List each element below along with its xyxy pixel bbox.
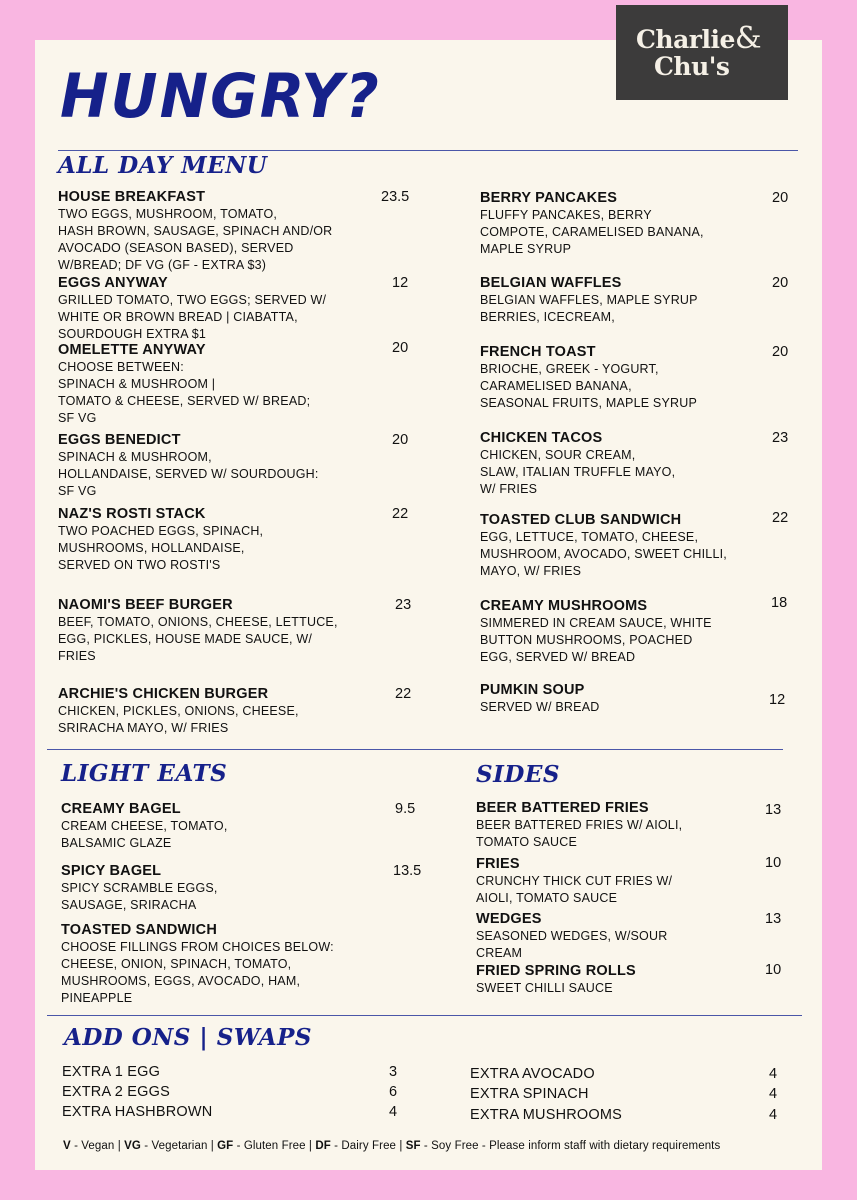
divider bbox=[47, 749, 783, 750]
menu-item-price: 9.5 bbox=[395, 801, 416, 817]
brand-logo: Charlie& Chu's bbox=[616, 5, 788, 100]
menu-item-description: W/BREAD; DF VG (GF - EXTRA $3) bbox=[58, 258, 267, 272]
menu-item-description: BELGIAN WAFFLES, MAPLE SYRUP bbox=[480, 293, 698, 307]
menu-item-name: NAZ'S ROSTI STACK bbox=[58, 506, 206, 522]
menu-item bbox=[476, 911, 667, 962]
menu-item-description: MAPLE SYRUP bbox=[480, 242, 572, 256]
menu-item-price: 20 bbox=[772, 275, 789, 291]
legend-code: VG bbox=[124, 1140, 141, 1152]
menu-item bbox=[61, 801, 228, 852]
menu-item-price: 13 bbox=[765, 911, 782, 927]
menu-item-description: SLAW, ITALIAN TRUFFLE MAYO, bbox=[480, 465, 676, 479]
menu-item-description: AIOLI, TOMATO SAUCE bbox=[476, 891, 618, 905]
menu-item-name: CREAMY BAGEL bbox=[61, 801, 181, 817]
menu-item-description: TOMATO & CHEESE, SERVED W/ BREAD; bbox=[58, 394, 311, 408]
menu-item-description: CARAMELISED BANANA, bbox=[480, 379, 632, 393]
addon-item-name: EXTRA MUSHROOMS bbox=[470, 1107, 623, 1123]
menu-item bbox=[480, 682, 599, 716]
menu-item-price: 22 bbox=[392, 506, 409, 522]
section-title-addons: ADD ONS | SWAPS bbox=[64, 1024, 313, 1051]
menu-item bbox=[480, 430, 675, 498]
legend-code: SF bbox=[405, 1140, 421, 1152]
menu-item-price: 22 bbox=[395, 686, 412, 702]
menu-item-name: SPICY BAGEL bbox=[61, 863, 162, 879]
addon-item-name: EXTRA SPINACH bbox=[470, 1086, 589, 1102]
section-title-light-eats: LIGHT EATS bbox=[61, 760, 228, 787]
legend-code: V bbox=[63, 1140, 71, 1152]
menu-item-description: BUTTON MUSHROOMS, POACHED bbox=[480, 633, 693, 647]
menu-item-description: SF VG bbox=[58, 411, 97, 425]
menu-item-description: CHICKEN, SOUR CREAM, bbox=[480, 448, 636, 462]
menu-item-price: 13.5 bbox=[393, 863, 422, 879]
menu-item bbox=[480, 598, 712, 666]
menu-item-description: MUSHROOMS, HOLLANDAISE, bbox=[58, 541, 245, 555]
menu-item bbox=[58, 506, 263, 574]
menu-item-description: BEEF, TOMATO, ONIONS, CHEESE, LETTUCE, bbox=[58, 615, 338, 629]
menu-item-name: TOASTED SANDWICH bbox=[61, 922, 217, 938]
menu-item-description: SEASONED WEDGES, W/SOUR bbox=[476, 929, 668, 943]
menu-item-name: NAOMI'S BEEF BURGER bbox=[58, 597, 233, 613]
menu-item-price: 20 bbox=[772, 344, 789, 360]
menu-item-name: FRIES bbox=[476, 856, 520, 872]
dietary-legend bbox=[63, 1140, 720, 1152]
menu-item-description: CHEESE, ONION, SPINACH, TOMATO, bbox=[61, 957, 292, 971]
menu-item-description: BERRIES, ICECREAM, bbox=[480, 310, 615, 324]
menu-item-name: TOASTED CLUB SANDWICH bbox=[480, 512, 682, 528]
menu-item-name: BERRY PANCAKES bbox=[480, 190, 618, 206]
menu-item-description: EGG, SERVED W/ BREAD bbox=[480, 650, 636, 664]
menu-item-description: EGG, LETTUCE, TOMATO, CHEESE, bbox=[480, 530, 699, 544]
menu-item-description: EGG, PICKLES, HOUSE MADE SAUCE, W/ bbox=[58, 632, 313, 646]
menu-item-description: BEER BATTERED FRIES W/ AIOLI, bbox=[476, 818, 683, 832]
menu-item bbox=[58, 275, 326, 343]
menu-item bbox=[480, 190, 704, 258]
menu-item-name: FRIED SPRING ROLLS bbox=[476, 963, 636, 979]
menu-item-name: HOUSE BREAKFAST bbox=[58, 189, 206, 205]
menu-item-description: MAYO, W/ FRIES bbox=[480, 564, 582, 578]
menu-item bbox=[58, 342, 310, 427]
addon-item-price: 4 bbox=[769, 1107, 778, 1123]
menu-item-description: CHICKEN, PICKLES, ONIONS, CHEESE, bbox=[58, 704, 299, 718]
menu-item-name: WEDGES bbox=[476, 911, 542, 927]
menu-item-description: MUSHROOMS, EGGS, AVOCADO, HAM, bbox=[61, 974, 301, 988]
menu-item-name: OMELETTE ANYWAY bbox=[58, 342, 206, 358]
addon-item-name: EXTRA 2 EGGS bbox=[62, 1084, 170, 1100]
legend-code: DF bbox=[315, 1140, 331, 1152]
menu-item-description: CHOOSE BETWEEN: bbox=[58, 360, 184, 374]
menu-item-description: PINEAPPLE bbox=[61, 991, 133, 1005]
menu-item-name: EGGS BENEDICT bbox=[58, 432, 181, 448]
addon-item-price: 6 bbox=[389, 1084, 398, 1100]
menu-item-description: SPINACH & MUSHROOM | bbox=[58, 377, 216, 391]
addon-item-name: EXTRA AVOCADO bbox=[470, 1066, 595, 1082]
menu-item-price: 10 bbox=[765, 855, 782, 871]
menu-item-name: BEER BATTERED FRIES bbox=[476, 800, 649, 816]
menu-item-name: ARCHIE'S CHICKEN BURGER bbox=[58, 686, 269, 702]
addon-item-price: 4 bbox=[769, 1066, 778, 1082]
divider bbox=[47, 1015, 802, 1016]
menu-item-description: CHOOSE FILLINGS FROM CHOICES BELOW: bbox=[61, 940, 334, 954]
section-title-all-day: ALL DAY MENU bbox=[58, 152, 268, 179]
menu-item-description: SERVED ON TWO ROSTI'S bbox=[58, 558, 221, 572]
addon-item-name: EXTRA HASHBROWN bbox=[62, 1104, 213, 1120]
menu-item-description: SIMMERED IN CREAM SAUCE, WHITE bbox=[480, 616, 712, 630]
menu-item bbox=[476, 800, 682, 851]
legend-text: - Soy Free - Please inform staff with dietary requirements bbox=[420, 1140, 721, 1152]
menu-item-price: 20 bbox=[392, 340, 409, 356]
menu-item bbox=[480, 275, 698, 326]
menu-item-price: 12 bbox=[392, 275, 409, 291]
menu-item-description: BRIOCHE, GREEK - YOGURT, bbox=[480, 362, 659, 376]
menu-item bbox=[58, 597, 338, 665]
addon-item-price: 4 bbox=[769, 1086, 778, 1102]
menu-item-price: 12 bbox=[769, 692, 786, 708]
divider bbox=[58, 150, 798, 151]
menu-item-description: W/ FRIES bbox=[480, 482, 538, 496]
menu-item-description: SWEET CHILLI SAUCE bbox=[476, 981, 613, 995]
menu-item-description: FRIES bbox=[58, 649, 96, 663]
menu-item-description: MUSHROOM, AVOCADO, SWEET CHILLI, bbox=[480, 547, 727, 561]
menu-item-description: CRUNCHY THICK CUT FRIES W/ bbox=[476, 874, 673, 888]
menu-item-price: 10 bbox=[765, 962, 782, 978]
menu-item-price: 22 bbox=[772, 510, 789, 526]
menu-item-price: 20 bbox=[392, 432, 409, 448]
menu-item-description: SEASONAL FRUITS, MAPLE SYRUP bbox=[480, 396, 697, 410]
legend-text: - Dairy Free | bbox=[330, 1140, 406, 1152]
menu-item-name: BELGIAN WAFFLES bbox=[480, 275, 622, 291]
menu-item-name: FRENCH TOAST bbox=[480, 344, 596, 360]
menu-item-name: CHICKEN TACOS bbox=[480, 430, 603, 446]
menu-item-price: 18 bbox=[771, 595, 788, 611]
menu-item-name: PUMKIN SOUP bbox=[480, 682, 585, 698]
menu-item bbox=[480, 512, 727, 580]
menu-item-description: SPINACH & MUSHROOM, bbox=[58, 450, 212, 464]
menu-item bbox=[61, 922, 334, 1007]
headline: HUNGRY? bbox=[60, 60, 381, 132]
legend-code: GF bbox=[217, 1140, 234, 1152]
menu-item-price: 20 bbox=[772, 190, 789, 206]
menu-item-price: 23 bbox=[772, 430, 789, 446]
menu-item-description: FLUFFY PANCAKES, BERRY bbox=[480, 208, 652, 222]
menu-item-description: CREAM bbox=[476, 946, 523, 960]
section-title-sides: SIDES bbox=[476, 761, 560, 788]
menu-item bbox=[476, 856, 672, 907]
menu-item-name: CREAMY MUSHROOMS bbox=[480, 598, 648, 614]
menu-item bbox=[476, 963, 636, 997]
menu-item bbox=[58, 189, 332, 274]
menu-item-description: CREAM CHEESE, TOMATO, bbox=[61, 819, 228, 833]
menu-item bbox=[61, 863, 218, 914]
legend-text: - Vegetarian | bbox=[140, 1140, 218, 1152]
menu-item-description: SPICY SCRAMBLE EGGS, bbox=[61, 881, 218, 895]
menu-item-description: TWO EGGS, MUSHROOM, TOMATO, bbox=[58, 207, 278, 221]
menu-item-description: SRIRACHA MAYO, W/ FRIES bbox=[58, 721, 229, 735]
menu-item bbox=[58, 432, 319, 500]
menu-item-description: TOMATO SAUCE bbox=[476, 835, 578, 849]
menu-item-description: SF VG bbox=[58, 484, 97, 498]
menu-item-description: COMPOTE, CARAMELISED BANANA, bbox=[480, 225, 704, 239]
menu-item-description: TWO POACHED EGGS, SPINACH, bbox=[58, 524, 264, 538]
menu-item-description: AVOCADO (SEASON BASED), SERVED bbox=[58, 241, 294, 255]
menu-item bbox=[480, 344, 697, 412]
menu-item-description: HASH BROWN, SAUSAGE, SPINACH AND/OR bbox=[58, 224, 333, 238]
menu-item-price: 13 bbox=[765, 802, 782, 818]
legend-text: - Gluten Free | bbox=[233, 1140, 316, 1152]
menu-item-description: SERVED W/ BREAD bbox=[480, 700, 600, 714]
menu-item-description: GRILLED TOMATO, TWO EGGS; SERVED W/ bbox=[58, 293, 327, 307]
legend-text: - Vegan | bbox=[70, 1140, 125, 1152]
addon-item-price: 4 bbox=[389, 1104, 398, 1120]
menu-item-price: 23.5 bbox=[381, 189, 410, 205]
addon-item-price: 3 bbox=[389, 1064, 398, 1080]
menu-item-description: SOURDOUGH EXTRA $1 bbox=[58, 327, 207, 341]
menu-item-description: SAUSAGE, SRIRACHA bbox=[61, 898, 197, 912]
menu-item-description: BALSAMIC GLAZE bbox=[61, 836, 172, 850]
addon-item-name: EXTRA 1 EGG bbox=[62, 1064, 161, 1080]
menu-item-name: EGGS ANYWAY bbox=[58, 275, 168, 291]
menu-item bbox=[58, 686, 299, 737]
menu-item-description: WHITE OR BROWN BREAD | CIABATTA, bbox=[58, 310, 298, 324]
menu-item-price: 23 bbox=[395, 597, 412, 613]
menu-item-description: HOLLANDAISE, SERVED W/ SOURDOUGH: bbox=[58, 467, 319, 481]
